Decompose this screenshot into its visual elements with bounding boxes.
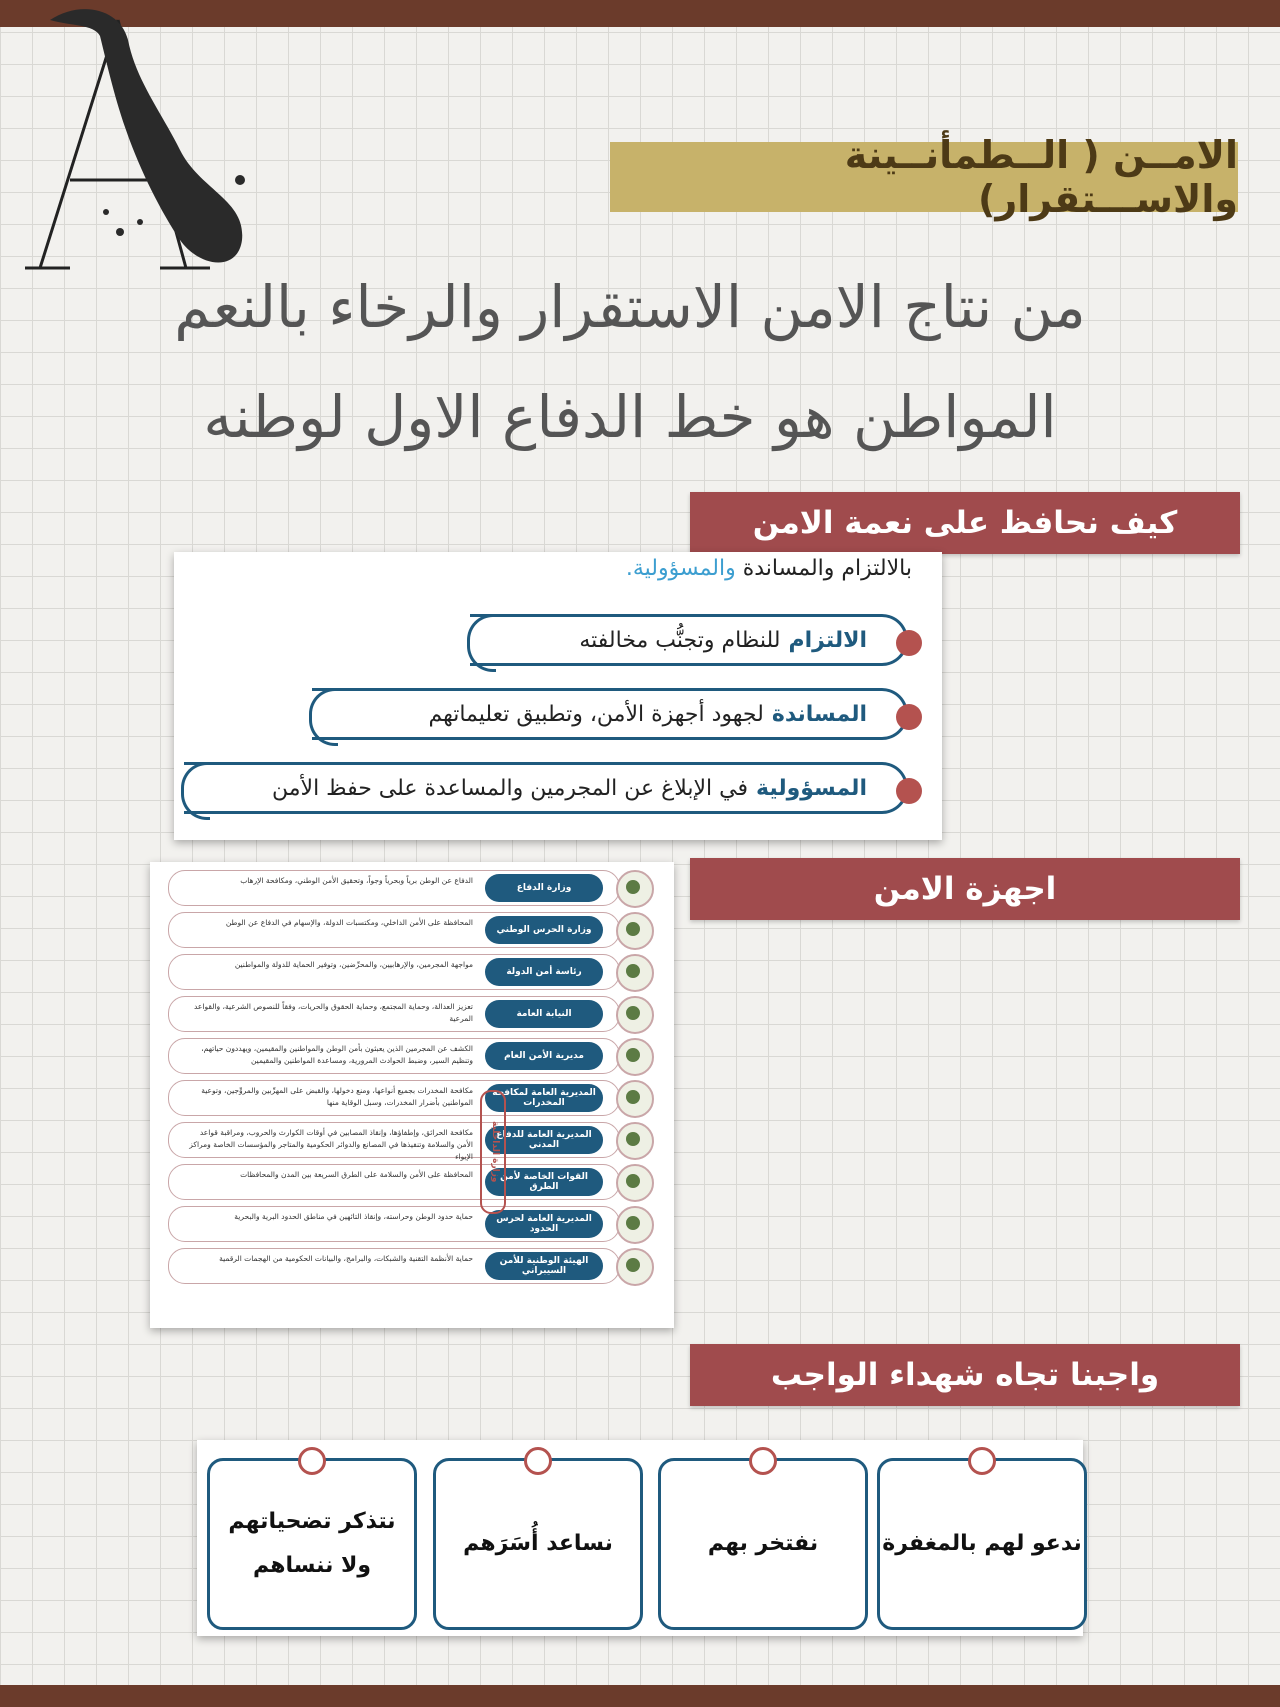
agency-name: رئاسة أمن الدولة	[485, 958, 603, 986]
agency-description: حماية الأنظمة التقنية والشبكات، والبرامج، والبيانات الحكومية من الهجمات الرقمية	[219, 1254, 473, 1263]
agencies-card	[150, 862, 674, 1328]
agency-name: النيابة العامة	[485, 1000, 603, 1028]
agency-row	[168, 912, 620, 948]
pledge-item-key: المسؤولية	[756, 775, 867, 801]
agency-description: تعزيز العدالة، وحماية المجتمع، وحماية الحقوق والحريات، وفقاً للنصوص الشرعية، والقواعد المرعية	[194, 1002, 473, 1023]
section-title-security-agencies: اجهزة الامن	[690, 858, 1240, 920]
duty-box	[207, 1458, 417, 1630]
agency-name: مديرية الأمن العام	[485, 1042, 603, 1070]
duties-card	[197, 1440, 1083, 1636]
agency-emblem-icon	[616, 1164, 654, 1202]
interior-ministry-bracket-label: وزارة الداخلية	[480, 1090, 506, 1214]
bullet-dot	[896, 704, 922, 730]
agency-name: الهيئة الوطنية للأمن السيبراني	[485, 1252, 603, 1280]
headline-line-2: المواطن هو خط الدفاع الاول لوطنه	[203, 383, 1057, 451]
topic-badge: الامــن ( الــطمأنــينة والاســـتقرار)	[610, 142, 1238, 212]
agency-row	[168, 1248, 620, 1284]
pledge-item-key: المساندة	[771, 701, 867, 727]
agency-row	[168, 996, 620, 1032]
agency-row	[168, 1080, 620, 1116]
pledge-item-text: في الإبلاغ عن المجرمين والمساعدة على حفظ الأمن	[272, 775, 748, 801]
agency-description: مكافحة المخدرات بجميع أنواعها، ومنع دخولها، والقبض على المهرِّبين والمروِّجين، وتوعية المواطنين بأضرار المخدرات، وسبل الوقاية منها	[201, 1086, 473, 1107]
agency-emblem-icon	[616, 1122, 654, 1160]
agency-name: وزارة الحرس الوطني	[485, 916, 603, 944]
duty-box	[877, 1458, 1087, 1630]
ring-icon	[298, 1447, 326, 1475]
bottom-frame-border	[0, 1685, 1280, 1707]
ring-icon	[968, 1447, 996, 1475]
agency-name: المديرية العامة لمكافحة المخدرات	[485, 1084, 603, 1112]
duty-box	[658, 1458, 868, 1630]
section-title-martyrs-duty: واجبنا تجاه شهداء الواجب	[690, 1344, 1240, 1406]
agency-emblem-icon	[616, 954, 654, 992]
agency-name: القوات الخاصة لأمن الطرق	[485, 1168, 603, 1196]
agency-row	[168, 1206, 620, 1242]
agency-row	[168, 1038, 620, 1074]
pledge-intro	[626, 556, 912, 581]
pledge-intro-text: بالالتزام والمساندة	[735, 556, 912, 581]
agency-emblem-icon	[616, 1080, 654, 1118]
headline-line-1: من نتاج الامن الاستقرار والرخاء بالنعم	[174, 273, 1086, 341]
pledge-item-text: للنظام وتجنُّب مخالفته	[579, 627, 781, 653]
agency-name: وزارة الدفاع	[485, 874, 603, 902]
agency-row	[168, 870, 620, 906]
agency-description: الدفاع عن الوطن برياً وبحرياً وجواً، وتحقيق الأمن الوطني، ومكافحة الإرهاب	[240, 876, 473, 885]
agency-name: المديرية العامة لحرس الحدود	[485, 1210, 603, 1238]
agency-emblem-icon	[616, 1038, 654, 1076]
agency-emblem-icon	[616, 996, 654, 1034]
agency-description: الكشف عن المجرمين الذين يعبثون بأمن الوطن والمواطنين والمقيمين، ويهددون حياتهم، وتنظيم السير، وضبط الحوادث المرورية، ومساعدة المواطنين والمقيمين	[201, 1044, 473, 1065]
bullet-dot	[896, 778, 922, 804]
agency-emblem-icon	[616, 1206, 654, 1244]
duty-text: نتذكر تضحياتهم ولا ننساهم	[228, 1509, 396, 1578]
agency-row	[168, 954, 620, 990]
duty-text: نساعد أُسَرَهم	[463, 1531, 613, 1556]
agency-name: المديرية العامة للدفاع المدني	[485, 1126, 603, 1154]
pledge-item-commitment	[470, 614, 908, 666]
duty-box	[433, 1458, 643, 1630]
section-title-preserve-security: كيف نحافظ على نعمة الامن	[690, 492, 1240, 554]
pledge-item-key: الالتزام	[788, 627, 867, 653]
agency-emblem-icon	[616, 1248, 654, 1286]
pledge-card	[174, 552, 942, 840]
bullet-dot	[896, 630, 922, 656]
agency-emblem-icon	[616, 870, 654, 908]
agency-emblem-icon	[616, 912, 654, 950]
agency-description: المحافظة على الأمن الداخلي، ومكتسبات الدولة، والإسهام في الدفاع عن الوطن	[225, 918, 473, 927]
agency-description: المحافظة على الأمن والسلامة على الطرق السريعة بين المدن والمحافظات	[240, 1170, 473, 1179]
pledge-item-responsibility	[184, 762, 908, 814]
agency-description: مكافحة الحرائق، وإطفاؤها، وإنقاذ المصابين في أوقات الكوارث والحروب، ومراقبة قواعد الأمن والسلامة وتنفيذها في المصانع والدوائر الحكومية والمتاجر والمؤسسات الخاصة ومراكز الإيواء	[189, 1128, 473, 1161]
agency-description: مواجهة المجرمين، والإرهابيين، والمحرِّضين، وتوفير الحماية للدولة والمواطنين	[234, 960, 473, 969]
page-headline	[80, 252, 1180, 472]
pledge-item-text: لجهود أجهزة الأمن، وتطبيق تعليماتهم	[428, 701, 764, 727]
ring-icon	[524, 1447, 552, 1475]
duty-text: نفتخر بهم	[707, 1531, 819, 1556]
agency-row	[168, 1164, 620, 1200]
pledge-item-support	[312, 688, 908, 740]
duty-text: ندعو لهم بالمغفرة	[882, 1531, 1082, 1556]
pledge-intro-accent: والمسؤولية.	[625, 556, 736, 581]
agency-row	[168, 1122, 620, 1161]
ring-icon	[749, 1447, 777, 1475]
agency-description: حماية حدود الوطن وحراسته، وإنقاذ التائهين في مناطق الحدود البرية والبحرية	[234, 1212, 473, 1221]
